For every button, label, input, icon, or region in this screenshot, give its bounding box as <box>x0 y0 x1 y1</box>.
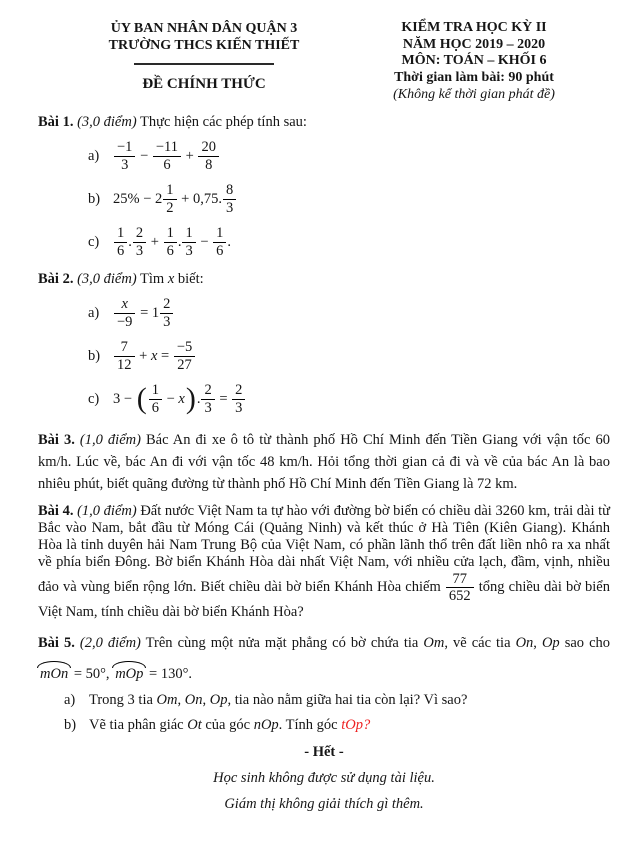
problem-intro <box>140 271 204 287</box>
fraction-numerator: −5 <box>176 339 193 356</box>
close-paren: ) <box>185 382 196 415</box>
math-text: = <box>215 390 232 407</box>
angle-equations-line <box>38 661 610 684</box>
fraction-numerator: 1 <box>166 182 174 199</box>
fraction-denominator: 3 <box>135 242 144 259</box>
angle-arc-symbol: mOn <box>40 666 69 683</box>
fraction-denominator: 27 <box>177 356 192 373</box>
problem-label: Bài 5. <box>38 635 75 652</box>
header-left-block <box>38 20 370 103</box>
fraction <box>164 225 177 258</box>
math-variable: Om <box>423 635 445 652</box>
fraction <box>153 139 181 172</box>
math-text: . <box>177 233 182 250</box>
problem-2-heading <box>38 271 610 288</box>
fraction <box>114 339 135 372</box>
math-text: , tia nào nằm giữa hai tia còn lại? Vì sao? <box>227 691 468 708</box>
school-year: NĂM HỌC 2019 – 2020 <box>402 36 546 52</box>
math-text: Trong 3 tia <box>89 691 157 708</box>
fraction-denominator: 8 <box>205 156 213 173</box>
fraction <box>213 225 226 258</box>
end-mark: - Hết - <box>304 744 344 761</box>
math-text: , <box>533 635 542 652</box>
fraction-numerator: 7 <box>120 339 128 356</box>
fraction-numerator: 8 <box>225 182 234 199</box>
exam-type-label: ĐỀ CHÍNH THỨC <box>142 76 266 92</box>
math-text: = 130°. <box>145 666 192 683</box>
fraction-numerator: 1 <box>216 225 224 242</box>
problem-item-row <box>38 338 610 374</box>
item-key: c) <box>88 233 100 250</box>
problem-points: (3,0 điểm) <box>77 114 137 130</box>
math-variable: Ot <box>187 716 202 733</box>
math-text: , vẽ các tia <box>444 635 516 652</box>
fraction <box>160 296 173 329</box>
math-text: . <box>128 233 132 250</box>
math-text: . Tính góc <box>278 716 342 733</box>
item-expression <box>89 692 467 709</box>
fraction-numerator: x <box>121 296 128 313</box>
math-text: + <box>135 347 151 364</box>
math-text: Thực hiện các phép tính sau: <box>140 114 307 130</box>
math-variable: nOp <box>253 716 279 733</box>
math-text: sao cho <box>559 635 611 652</box>
math-text: 3 − <box>113 390 136 407</box>
fraction-denominator: 3 <box>225 199 234 216</box>
fraction <box>114 225 127 258</box>
math-variable: x <box>178 390 185 407</box>
problem-label: Bài 4. <box>38 503 74 519</box>
fraction-numerator: 2 <box>204 382 212 399</box>
problem-4-paragraph <box>38 503 610 621</box>
problem-5-intro-line <box>38 633 610 654</box>
math-text: Vẽ tia phân giác <box>89 716 188 733</box>
problem-points: (1,0 điểm) <box>79 432 141 448</box>
fraction <box>182 225 195 258</box>
organization-name: ỦY BAN NHÂN DÂN QUẬN 3 <box>110 21 298 36</box>
problem-1-heading <box>38 114 610 131</box>
fraction <box>114 296 135 329</box>
fraction-denominator: 2 <box>166 199 174 216</box>
fraction <box>149 382 162 415</box>
math-text: + <box>182 147 198 164</box>
math-text: = 50°, <box>70 666 114 683</box>
math-text: tổng chiều dài bờ biển Việt Nam, tính chiều dài bờ biển Khánh Hòa? <box>38 579 610 621</box>
math-text: + <box>147 233 163 250</box>
item-expression <box>113 139 220 172</box>
fraction-numerator: 2 <box>135 225 144 242</box>
math-text: = <box>157 347 173 364</box>
item-key: a) <box>64 691 76 708</box>
subject-grade: MÔN: TOÁN – KHỐI 6 <box>401 53 547 68</box>
math-text: . <box>196 390 201 407</box>
fraction-denominator: −9 <box>117 313 133 330</box>
fraction-denominator: 6 <box>163 156 171 173</box>
problem-3-paragraph <box>38 429 610 495</box>
item-key: b) <box>88 347 101 364</box>
problem-item-row <box>38 138 610 174</box>
item-expression <box>113 382 246 415</box>
item-key: b) <box>64 716 77 733</box>
fraction-denominator: 3 <box>204 399 212 416</box>
fraction <box>446 571 474 604</box>
header-right-block <box>368 20 580 103</box>
fraction-numerator: −1 <box>117 139 133 156</box>
item-expression <box>113 296 174 329</box>
math-variable: On <box>184 691 203 708</box>
problem-intro <box>146 635 610 651</box>
problem-5-items <box>38 690 610 735</box>
item-expression <box>113 339 196 372</box>
math-text: . <box>227 233 231 250</box>
fraction <box>198 139 219 172</box>
math-variable: x <box>150 347 158 364</box>
item-expression <box>113 225 231 258</box>
fraction <box>174 339 195 372</box>
fraction-denominator: 3 <box>235 399 243 416</box>
item-key: a) <box>88 304 100 321</box>
fraction <box>232 382 245 415</box>
math-text: Tìm <box>140 271 168 287</box>
problem-points: (1,0 điểm) <box>77 503 137 519</box>
fraction-numerator: 2 <box>163 296 171 313</box>
problem-body <box>38 503 610 620</box>
problem-points: (3,0 điểm) <box>77 271 137 287</box>
duration-note: (Không kể thời gian phát đề) <box>393 87 555 102</box>
item-expression <box>89 717 370 734</box>
math-variable: Op <box>209 691 228 708</box>
footer-note-proctor: Giám thị không giải thích gì thêm. <box>224 796 424 813</box>
fraction-numerator: 1 <box>166 225 174 242</box>
math-text: − <box>196 233 213 250</box>
math-text: Đất nước Việt Nam ta tự hào với đường bờ biển có chiều dài 3260 km, trải dài từ Bắc vào Nam, bắt đầu từ Móng Cái (Quảng Ninh) và kết thúc ở Hà Tiên (Kiên Giang). Khánh Hòa là tỉnh duyên hải Nam Trung Bộ của Việt Nam, có phần lãnh thổ trên đất liền nhô ra xa nhất về phía biển Đông. Bờ biển Khánh Hòa dài nhất Việt Nam, với nhiều cửa lạch, đầm, vịnh, nhiều đảo và vùng biển rộng lớn. Biết chiều dài bờ biển Khánh Hòa chiếm <box>38 503 611 596</box>
math-text: biết: <box>174 271 204 287</box>
math-text: Bác An đi xe ô tô từ thành phố Hồ Chí Minh đến Tiền Giang với vận tốc 60 km/h. Lúc về, bác An đi với vận tốc 48 km/h. Hỏi tổng thời gian cả đi và về của bác An là bao nhiêu phút, biết quãng đường từ thành phố Hồ Chí Minh đến Tiền Giang là 72 km. <box>38 432 610 492</box>
header-divider <box>134 63 274 65</box>
problem-intro <box>140 114 307 130</box>
open-paren: ( <box>136 382 147 415</box>
item-expression <box>113 182 237 215</box>
math-variable: Om <box>156 691 178 708</box>
problem-item-row <box>38 224 610 260</box>
school-name: TRƯỜNG THCS KIẾN THIẾT <box>108 38 300 53</box>
item-key: b) <box>88 190 101 207</box>
fraction <box>114 139 135 172</box>
problem-item-row <box>38 715 610 735</box>
exam-header <box>38 20 610 103</box>
math-highlighted-red: tOp? <box>341 716 371 733</box>
problem-label: Bài 1. <box>38 114 74 130</box>
footer-note-materials: Học sinh không được sử dụng tài liệu. <box>213 770 435 787</box>
fraction-denominator: 6 <box>166 242 174 259</box>
problem-2-items <box>38 295 610 417</box>
fraction-numerator: 1 <box>117 225 125 242</box>
fraction-denominator: 6 <box>216 242 224 259</box>
problem-item-row <box>38 381 610 417</box>
math-text: , <box>177 691 185 708</box>
fraction-denominator: 3 <box>163 313 171 330</box>
fraction-numerator: 1 <box>185 225 193 242</box>
item-key: c) <box>88 390 100 407</box>
fraction-numerator: 1 <box>151 382 159 399</box>
fraction <box>133 225 146 258</box>
problem-5-block <box>38 633 610 735</box>
fraction-denominator: 6 <box>117 242 125 259</box>
math-text: − <box>136 147 152 164</box>
fraction <box>201 382 214 415</box>
fraction-numerator: 2 <box>235 382 243 399</box>
fraction-denominator: 6 <box>151 399 159 416</box>
fraction-denominator: 652 <box>448 588 471 605</box>
math-variable: Op <box>541 635 560 652</box>
fraction <box>223 182 236 215</box>
fraction-denominator: 12 <box>117 356 132 373</box>
fraction-numerator: 77 <box>452 571 467 587</box>
problem-item-row <box>38 690 610 710</box>
exam-title: KIỂM TRA HỌC KỲ II <box>401 20 547 35</box>
fraction-denominator: 3 <box>121 156 129 173</box>
math-text: − <box>162 390 179 407</box>
exam-duration: Thời gian làm bài: 90 phút <box>394 69 554 85</box>
math-text: = 1 <box>136 304 160 321</box>
fraction <box>163 182 176 215</box>
angle-arc-symbol: mOp <box>115 666 144 683</box>
fraction-numerator: −11 <box>155 139 179 156</box>
item-key: a) <box>88 147 100 164</box>
math-text: 25% − 2 <box>113 190 163 207</box>
math-text: Trên cùng một nửa mặt phẳng có bờ chứa tia <box>145 635 424 652</box>
math-text: của góc <box>201 716 254 733</box>
problem-label: Bài 3. <box>38 432 75 448</box>
math-variable: On <box>515 635 534 652</box>
fraction-denominator: 3 <box>185 242 193 259</box>
fraction-numerator: 20 <box>201 139 216 156</box>
problem-1-items <box>38 138 610 260</box>
math-text: + 0,75. <box>177 190 222 207</box>
problem-item-row <box>38 295 610 331</box>
problem-item-row <box>38 181 610 217</box>
math-text: , <box>202 691 210 708</box>
problem-label: Bài 2. <box>38 271 74 287</box>
problem-points: (2,0 điểm) <box>79 635 141 652</box>
math-variable: x <box>167 271 175 287</box>
